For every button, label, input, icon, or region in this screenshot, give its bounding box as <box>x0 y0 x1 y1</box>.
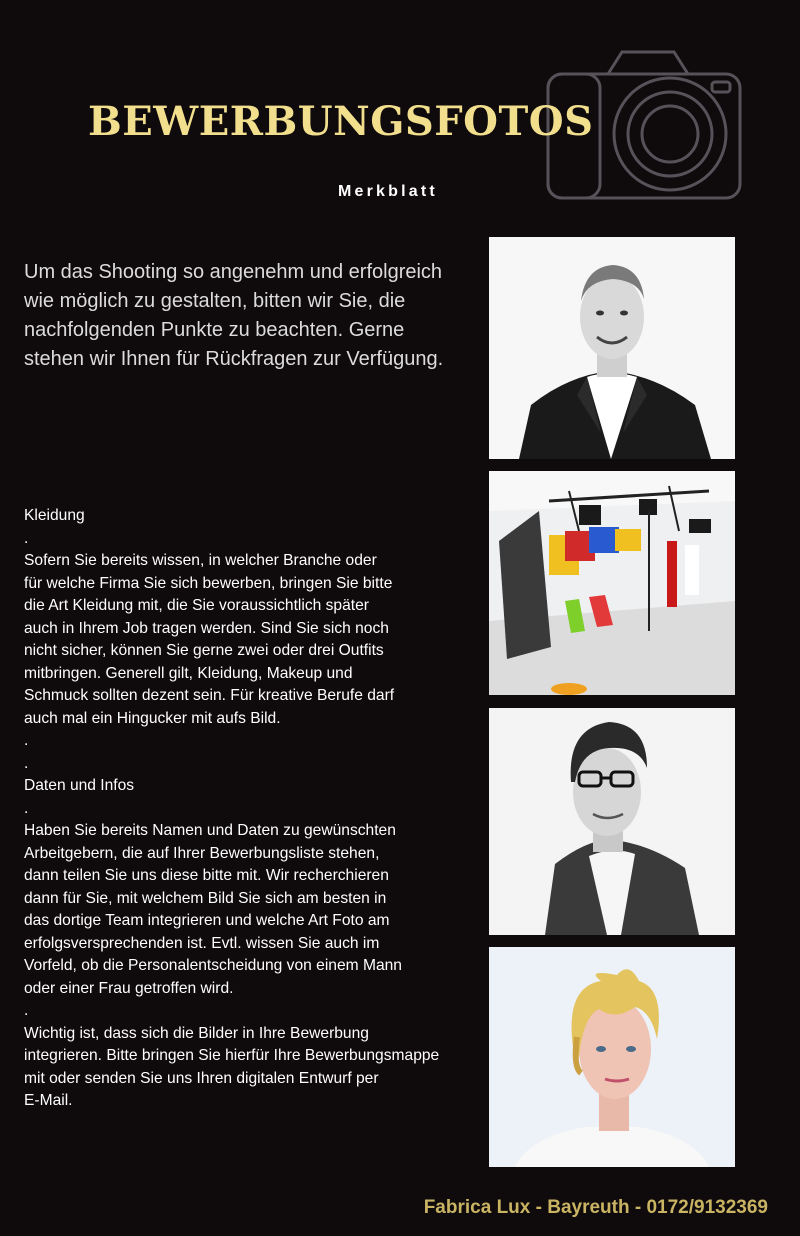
section-heading-daten: Daten und Infos <box>24 777 135 794</box>
text-line: die Art Kleidung mit, die Sie voraussichtlich später <box>24 597 369 614</box>
text-line: E-Mail. <box>24 1092 73 1109</box>
text-line: . <box>24 1002 29 1019</box>
text-line: Sofern Sie bereits wissen, in welcher Branche oder <box>24 552 377 569</box>
text-line: für welche Firma Sie sich bewerben, bringen Sie bitte <box>24 574 393 592</box>
text-line: Haben Sie bereits Namen und Daten zu gewünschten <box>24 822 396 839</box>
text-line: auch mal ein Hingucker mit aufs Bild. <box>24 709 281 727</box>
text-line: integrieren. Bitte bringen Sie hierfür Ihre Bewerbungsmappe <box>24 1047 440 1064</box>
text-line: Arbeitgebern, die auf Ihrer Bewerbungsliste stehen, <box>24 844 380 862</box>
portrait-photo-man-glasses <box>489 708 735 935</box>
text-line: mitbringen. Generell gilt, Kleidung, Makeup und <box>24 664 353 682</box>
text-line: dann teilen Sie uns diese bitte mit. Wir recherchieren <box>24 867 389 884</box>
section-heading-kleidung: Kleidung <box>24 507 85 524</box>
text-line: dann für Sie, mit welchem Bild Sie sich am besten in <box>24 889 387 907</box>
contact-footer: Fabrica Lux - Bayreuth - 0172/9132369 <box>423 1197 768 1218</box>
text-line: nicht sicher, können Sie gerne zwei oder drei Outfits <box>24 642 384 659</box>
text-line: erfolgsversprechenden ist. Evtl. wissen Sie auch im <box>24 934 380 952</box>
text-line: . <box>24 799 29 817</box>
text-line: . <box>24 529 29 547</box>
page-subtitle: Merkblatt <box>338 183 438 200</box>
text-line: . <box>24 754 29 772</box>
text-line: . <box>24 732 29 749</box>
text-line: das dortige Team integrieren und welche Art Foto am <box>24 912 390 929</box>
text-line: Wichtig ist, dass sich die Bilder in Ihre Bewerbung <box>24 1024 369 1042</box>
text-line: mit oder senden Sie uns Ihren digitalen Entwurf per <box>24 1069 379 1087</box>
portrait-photo-man-suit <box>489 237 735 459</box>
info-text <box>24 505 484 1113</box>
text-line: oder einer Frau getroffen wird. <box>24 979 234 997</box>
intro-text: Um das Shooting so angenehm und erfolgreich wie möglich zu gestalten, bitten wir Sie, die nachfolgenden Punkte zu beachten. Gerne stehen wir Ihnen für Rückfragen zur Verfügung. <box>24 261 444 370</box>
text-line: auch in Ihrem Job tragen werden. Sind Sie sich noch <box>24 619 389 637</box>
portrait-photo-woman <box>489 947 735 1167</box>
page-title: BEWERBUNGSFOTOS <box>88 98 594 145</box>
text-line: Schmuck sollten dezent sein. Für kreative Berufe darf <box>24 687 395 704</box>
text-line: Vorfeld, ob die Personalentscheidung von einem Mann <box>24 957 402 974</box>
studio-interior-photo <box>489 471 735 695</box>
